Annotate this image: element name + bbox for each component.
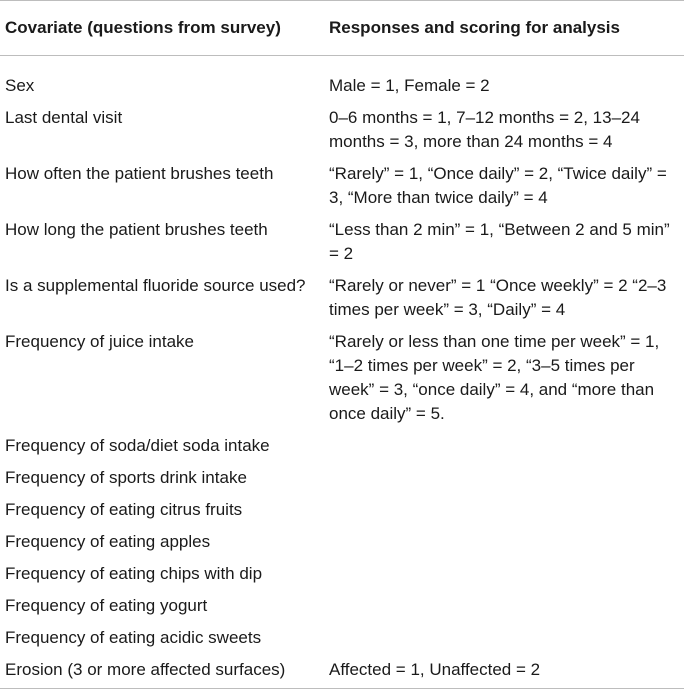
covariate-cell: Frequency of eating apples: [5, 532, 211, 551]
table-row: [0, 214, 684, 270]
responses-cell: “Rarely or never” = 1 “Once weekly” = 2 “2–3 times per week” = 3, “Daily” = 4: [329, 276, 667, 319]
responses-cell: [325, 558, 684, 590]
table-body: [0, 56, 684, 689]
table-row: [0, 326, 684, 430]
table-row: [0, 526, 684, 558]
table-row: [0, 558, 684, 590]
covariate-cell: Is a supplemental fluoride source used?: [5, 276, 306, 295]
covariate-cell: Frequency of eating chips with dip: [5, 564, 263, 583]
responses-cell: [325, 526, 684, 558]
responses-cell: 0–6 months = 1, 7–12 months = 2, 13–24 months = 3, more than 24 months = 4: [329, 108, 640, 151]
responses-cell: [325, 430, 684, 462]
table-row: [0, 590, 684, 622]
covariate-cell: Last dental visit: [5, 108, 123, 127]
responses-cell: “Rarely or less than one time per week” = 1, “1–2 times per week” = 2, “3–5 times per week” = 3, “once daily” = 4, and “more than once daily” = 5.: [329, 332, 660, 423]
column-header-covariate: Covariate (questions from survey): [5, 18, 281, 37]
column-header-responses: Responses and scoring for analysis: [329, 18, 620, 37]
table-row: [0, 622, 684, 654]
responses-cell: [325, 462, 684, 494]
covariate-cell: Frequency of eating acidic sweets: [5, 628, 262, 647]
covariate-cell: Frequency of eating citrus fruits: [5, 500, 243, 519]
responses-cell: “Rarely” = 1, “Once daily” = 2, “Twice daily” = 3, “More than twice daily” = 4: [329, 164, 667, 207]
responses-cell: [325, 590, 684, 622]
covariate-cell: Frequency of juice intake: [5, 332, 194, 351]
header-row: [0, 1, 684, 56]
covariate-cell: Frequency of soda/diet soda intake: [5, 436, 270, 455]
covariate-cell: How long the patient brushes teeth: [5, 220, 268, 239]
responses-cell: [325, 494, 684, 526]
covariate-cell: Frequency of sports drink intake: [5, 468, 247, 487]
responses-cell: “Less than 2 min” = 1, “Between 2 and 5 min” = 2: [329, 220, 670, 263]
responses-cell: Male = 1, Female = 2: [329, 76, 490, 95]
table-row: [0, 494, 684, 526]
table-row: [0, 56, 684, 103]
table-row: [0, 270, 684, 326]
covariate-cell: How often the patient brushes teeth: [5, 164, 274, 183]
covariate-cell: Erosion (3 or more affected surfaces): [5, 660, 286, 679]
responses-cell: Affected = 1, Unaffected = 2: [329, 660, 541, 679]
responses-cell: [325, 622, 684, 654]
table-row: [0, 462, 684, 494]
table-row: [0, 654, 684, 689]
covariate-cell: Sex: [5, 76, 35, 95]
table-header: [0, 1, 684, 56]
covariate-cell: Frequency of eating yogurt: [5, 596, 208, 615]
table-row: [0, 158, 684, 214]
table-row: [0, 430, 684, 462]
table-row: [0, 102, 684, 158]
